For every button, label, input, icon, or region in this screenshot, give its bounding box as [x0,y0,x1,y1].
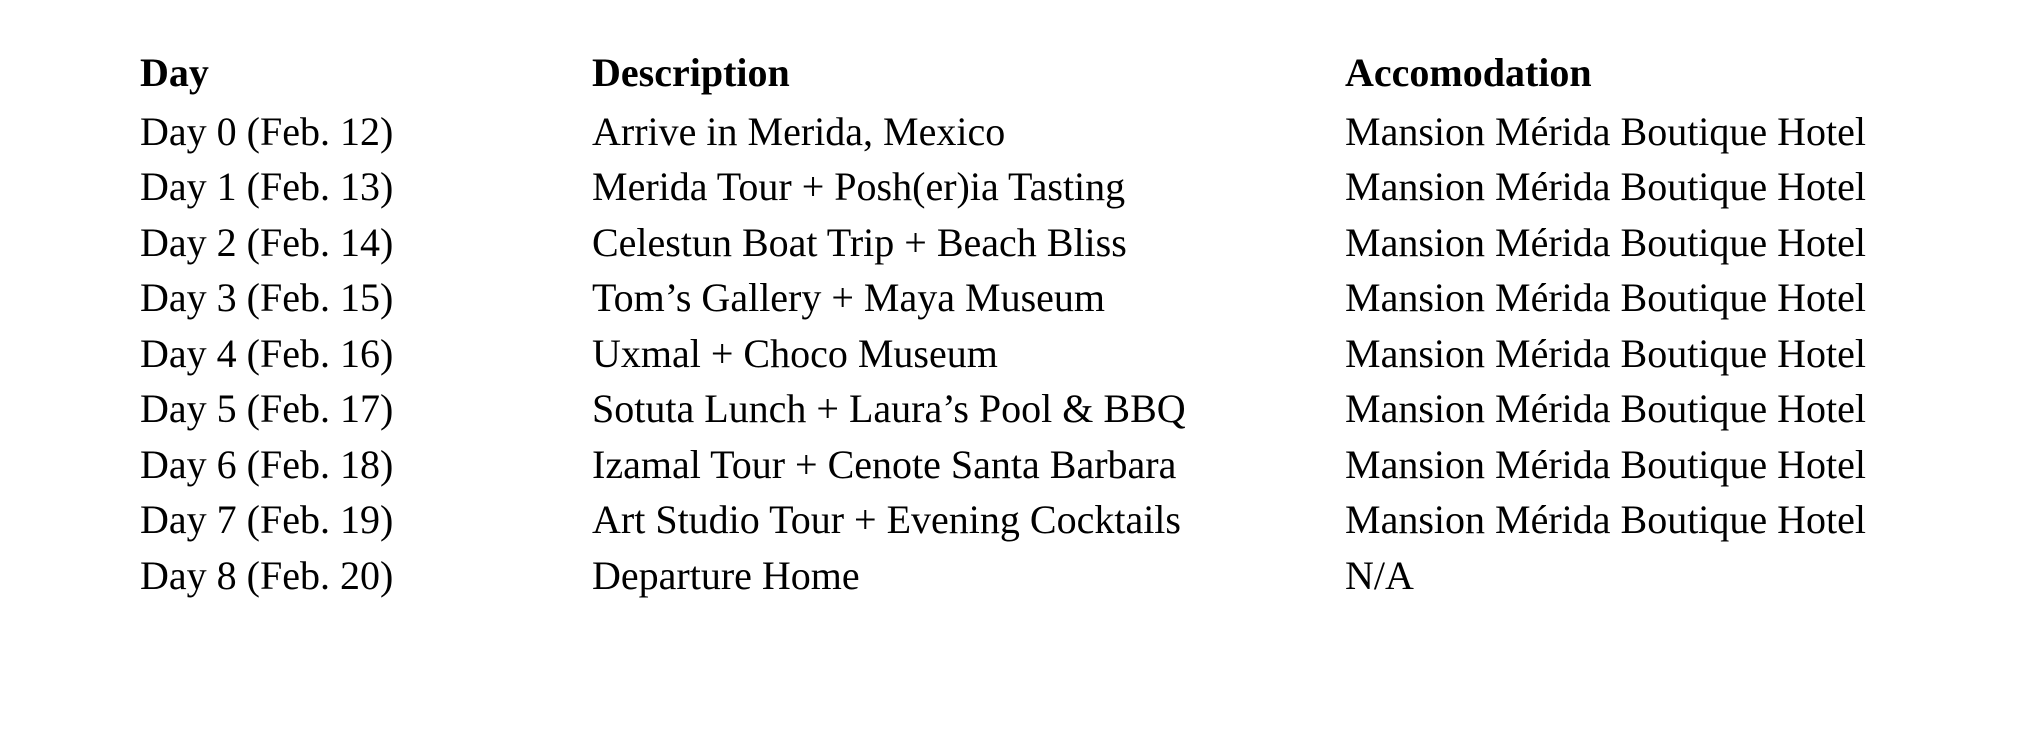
day-cell: Day 8 (Feb. 20) [140,552,394,598]
day-cell: Day 6 (Feb. 18) [140,441,394,487]
table-row [140,493,1945,549]
itinerary-table [140,42,1945,604]
day-cell: Day 5 (Feb. 17) [140,386,394,432]
description-cell: Izamal Tour + Cenote Santa Barbara [592,441,1177,487]
day-cell: Day 2 (Feb. 14) [140,219,394,265]
day-cell: Day 3 (Feb. 15) [140,275,394,321]
accommodation-cell: N/A [1345,552,1414,598]
accommodation-cell: Mansion Mérida Boutique Hotel [1345,330,1867,376]
accommodation-cell: Mansion Mérida Boutique Hotel [1345,275,1867,321]
description-cell: Tom’s Gallery + Maya Museum [592,275,1106,321]
table-row [140,326,1945,382]
description-cell: Uxmal + Choco Museum [592,330,998,376]
table-row [140,437,1945,493]
accommodation-cell: Mansion Mérida Boutique Hotel [1345,497,1867,543]
header-accommodation: Accomodation [1345,50,1592,95]
description-cell: Art Studio Tour + Evening Cocktails [592,497,1181,543]
accommodation-cell: Mansion Mérida Boutique Hotel [1345,108,1867,154]
day-cell: Day 4 (Feb. 16) [140,330,394,376]
table-header-row [140,42,1945,104]
accommodation-cell: Mansion Mérida Boutique Hotel [1345,164,1867,210]
accommodation-cell: Mansion Mérida Boutique Hotel [1345,441,1867,487]
table-row [140,104,1945,160]
day-cell: Day 7 (Feb. 19) [140,497,394,543]
day-cell: Day 0 (Feb. 12) [140,108,394,154]
accommodation-cell: Mansion Mérida Boutique Hotel [1345,386,1867,432]
accommodation-cell: Mansion Mérida Boutique Hotel [1345,219,1867,265]
day-cell: Day 1 (Feb. 13) [140,164,394,210]
description-cell: Sotuta Lunch + Laura’s Pool & BBQ [592,386,1186,432]
table-row [140,548,1945,604]
description-cell: Merida Tour + Posh(er)ia Tasting [592,164,1126,210]
description-cell: Celestun Boat Trip + Beach Bliss [592,219,1127,265]
header-description: Description [592,50,790,95]
table-row [140,215,1945,271]
table-row [140,382,1945,438]
description-cell: Arrive in Merida, Mexico [592,108,1006,154]
table-row [140,160,1945,216]
table-row [140,271,1945,327]
description-cell: Departure Home [592,552,860,598]
header-day: Day [140,50,209,95]
